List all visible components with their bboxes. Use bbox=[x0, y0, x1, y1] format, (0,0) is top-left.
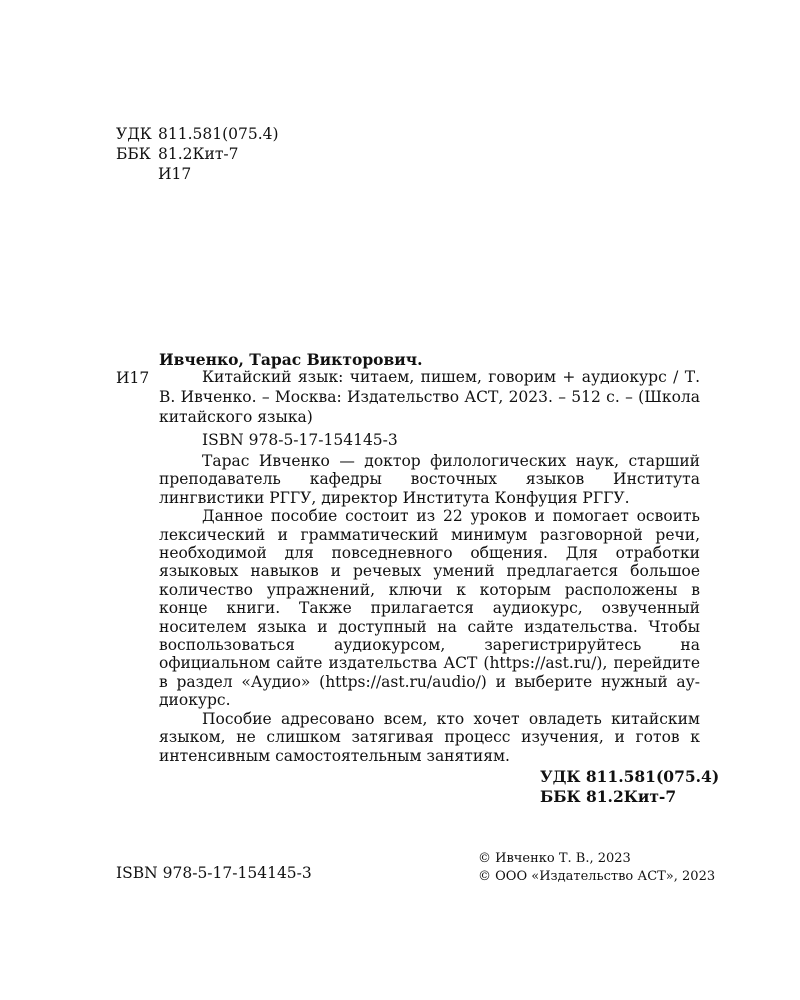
entry-author-sign: И17 bbox=[116, 369, 150, 387]
author-sign: И17 bbox=[158, 165, 192, 183]
copyright-author: © Ивченко Т. В., 2023 bbox=[478, 851, 631, 866]
bottom-isbn: ISBN 978-5-17-154145-3 bbox=[116, 864, 312, 882]
annotation-paragraph-content: Данное пособие состоит из 22 уроков и помогает освоить лексический и грамматический минимум разговорной речи, необходимой для повседневного общения. Для отработки языковых навыков и речевых умений предлагается большое количество упражнений, ключи к которым расположены в конце книги. Также прилагается аудиокурс, озвученный носителем языка и доступный на сайте издательства. Чтобы воспользоваться аудиокурсом, зарегистрируйтесь на официальном сайте издательства АСТ (https://ast.ru/), перейдите в раздел «Аудио» (https://ast.ru/audio/) и выберите нужный аудиокурс. bbox=[159, 507, 700, 710]
bottom-classification-codes bbox=[540, 767, 719, 807]
annotation-paragraph-author: Тарас Ивченко — доктор филологических наук, старший преподаватель кафедры восточных языков Института лингвистики РГГУ, директор Института Конфуция РГГУ. bbox=[159, 452, 700, 507]
bbk-value: 81.2Кит-7 bbox=[158, 145, 239, 163]
annotation bbox=[159, 452, 700, 765]
annotation-paragraph-audience: Пособие адресовано всем, кто хочет овладеть китайским языком, не слишком затягивая процесс изучения, и готов к интенсивным самостоятельным занятиям. bbox=[159, 709, 700, 765]
bottom-udk: УДК 811.581(075.4) bbox=[540, 767, 720, 786]
bbk-row bbox=[116, 144, 279, 164]
bbk-label: ББК bbox=[116, 145, 151, 163]
copyright-publisher: © ООО «Издательство АСТ», 2023 bbox=[478, 869, 716, 884]
udk-label: УДК bbox=[116, 125, 152, 143]
udk-row bbox=[116, 124, 279, 144]
copyright-block bbox=[478, 850, 715, 886]
bibliographic-description: Китайский язык: читаем, пишем, говорим + аудиокурс / Т. В. Ивченко. – Москва: Издательство АСТ, 2023. – 512 с. – (Школа китайского языка) bbox=[159, 368, 700, 426]
classification-codes bbox=[116, 124, 279, 184]
udk-value: 811.581(075.4) bbox=[158, 125, 279, 143]
author-sign-row bbox=[116, 164, 279, 184]
entry-isbn: ISBN 978-5-17-154145-3 bbox=[202, 431, 398, 449]
bottom-bbk: ББК 81.2Кит-7 bbox=[540, 787, 677, 806]
author-heading: Ивченко, Тарас Викторович. bbox=[159, 350, 423, 369]
